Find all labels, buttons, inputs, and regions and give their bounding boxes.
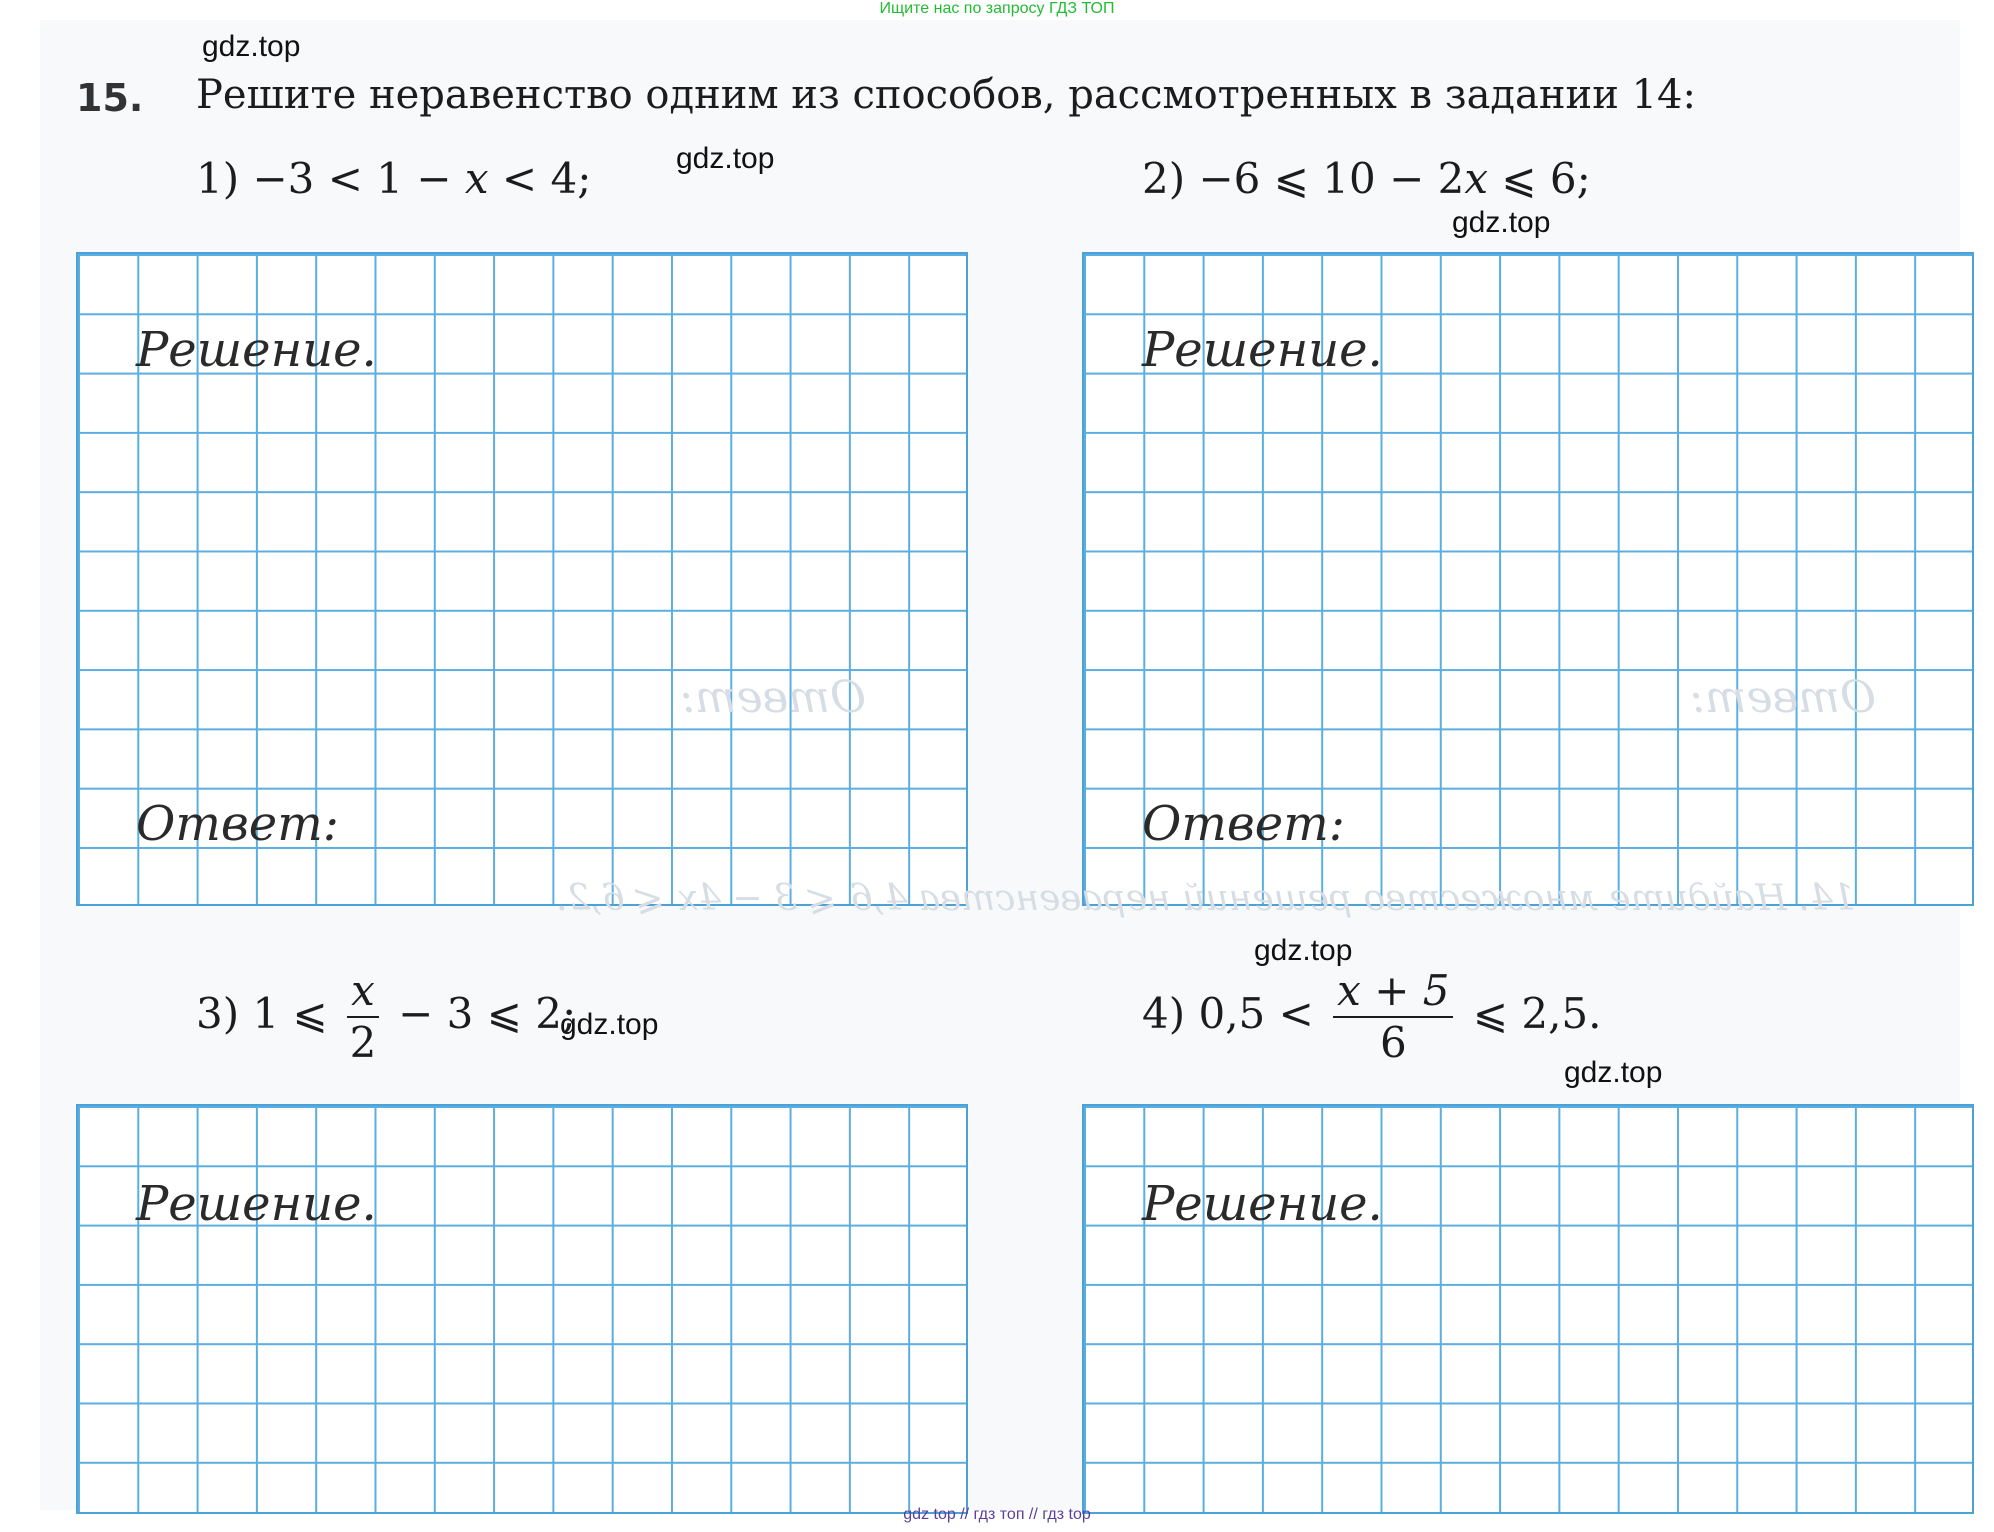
problem-expression-post: − 3 ⩽ 2; (384, 989, 577, 1038)
task-number: 15. (76, 76, 144, 120)
watermark: gdz.top (676, 142, 775, 175)
problem-1 (196, 154, 591, 203)
solution-label: Решение. (136, 322, 377, 378)
variable-x: x (464, 154, 489, 203)
fraction-numerator: x (347, 970, 379, 1018)
ghost-answer-mirror: Ответ: (680, 672, 866, 723)
fraction (1333, 966, 1453, 1067)
problem-2 (1142, 154, 1591, 203)
problem-label: 3) (196, 989, 240, 1038)
solution-label: Решение. (136, 1176, 377, 1232)
problem-label: 1) (196, 154, 240, 203)
bottom-banner[interactable]: gdz top // гдз топ // гдз top (903, 1506, 1091, 1523)
solution-label: Решение. (1142, 322, 1383, 378)
variable-x: x (1464, 154, 1489, 203)
top-banner[interactable]: Ищите нас по запросу ГДЗ ТОП (879, 0, 1115, 17)
watermark: gdz.top (560, 1008, 659, 1041)
watermark: gdz.top (1254, 934, 1353, 967)
ghost-answer-mirror: Ответ: (1690, 672, 1876, 723)
answer-label: Ответ: (1142, 796, 1345, 852)
problem-expression-pre: −6 ⩽ 10 − 2 (1198, 154, 1465, 203)
problem-expression-post: ⩽ 2,5. (1459, 989, 1602, 1038)
watermark: gdz.top (1452, 206, 1551, 239)
problem-4 (1142, 966, 1602, 1067)
task-statement: Решите неравенство одним из способов, рассмотренных в задании 14: (196, 72, 1696, 118)
problem-expression-pre: 0,5 < (1198, 989, 1328, 1038)
problem-label: 2) (1142, 154, 1186, 203)
problem-label: 4) (1142, 989, 1186, 1038)
ghost-task14-mirror: 14. Найдите множество решений неравенства 4,6 ⩽ 3 − 4x ⩽ 6,2. (556, 878, 1856, 919)
answer-label: Ответ: (136, 796, 339, 852)
solution-grid-3[interactable] (76, 1104, 968, 1514)
fraction-denominator: 2 (349, 1018, 377, 1067)
problem-expression-pre: 1 ⩽ (252, 989, 342, 1038)
solution-label: Решение. (1142, 1176, 1383, 1232)
fraction-denominator: 6 (1379, 1018, 1407, 1067)
watermark: gdz.top (1564, 1056, 1663, 1089)
problem-expression-pre: −3 < 1 − (252, 154, 465, 203)
watermark: gdz.top (202, 30, 301, 63)
problem-expression-post: ⩽ 6; (1488, 154, 1591, 203)
problem-expression-post: < 4; (488, 154, 592, 203)
fraction (347, 966, 379, 1067)
fraction-numerator: x + 5 (1333, 970, 1453, 1018)
problem-3 (196, 966, 577, 1067)
solution-grid-4[interactable] (1082, 1104, 1974, 1514)
